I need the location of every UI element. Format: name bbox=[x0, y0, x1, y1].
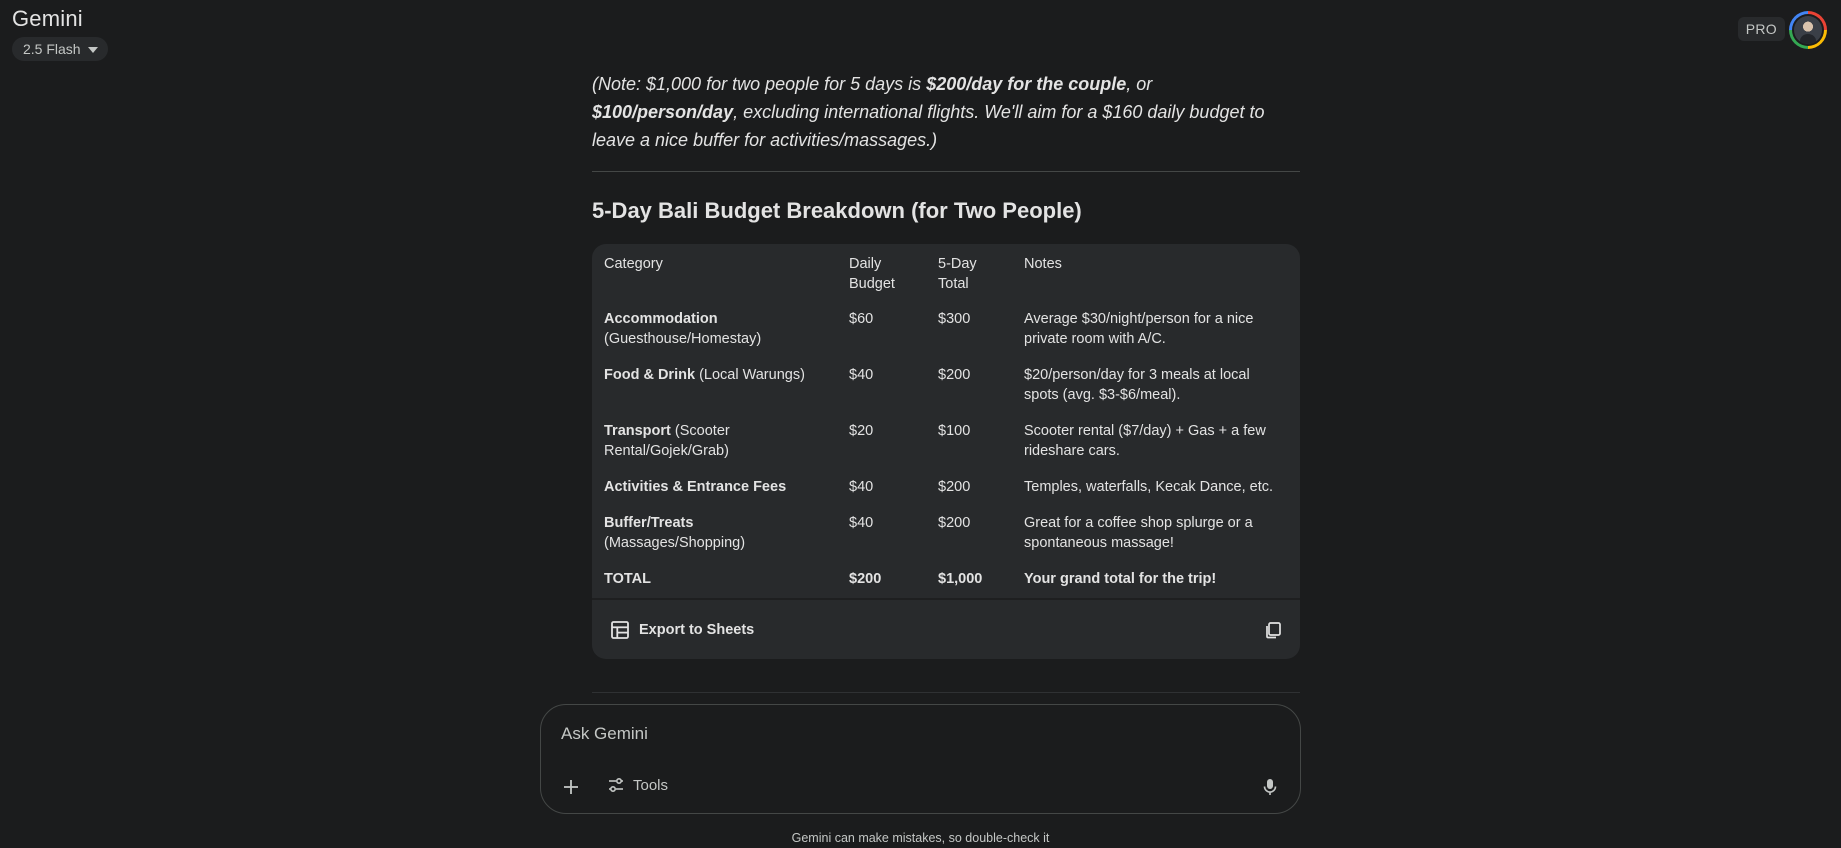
five-day-total: $1,000 bbox=[938, 571, 983, 587]
model-selector[interactable] bbox=[12, 37, 108, 61]
mic-icon bbox=[1262, 778, 1278, 796]
note-text-1: (Note: $1,000 for two people for 5 days is bbox=[592, 74, 927, 94]
disclaimer: Gemini can make mistakes, so double-check it bbox=[791, 831, 1050, 845]
tools-label: Tools bbox=[633, 776, 669, 794]
category-name: Transport bbox=[604, 423, 671, 439]
notes-cell: Scooter rental ($7/day) + Gas + a few rideshare cars. bbox=[1024, 423, 1266, 459]
plus-icon bbox=[562, 778, 580, 796]
note-bold-1: $200/day for the couple bbox=[926, 74, 1127, 94]
section-heading: 5-Day Bali Budget Breakdown (for Two People) bbox=[592, 198, 1082, 223]
table-row bbox=[592, 414, 1300, 470]
table-icon bbox=[610, 620, 630, 640]
app-title: Gemini bbox=[12, 6, 83, 31]
budget-note bbox=[592, 70, 1300, 154]
table-row bbox=[592, 506, 1300, 562]
copy-icon bbox=[1264, 621, 1282, 639]
avatar[interactable] bbox=[1789, 11, 1827, 49]
table-row bbox=[592, 358, 1300, 414]
column-header-five-day-total: 5-Day Total bbox=[938, 256, 977, 292]
category-detail: (Local Warungs) bbox=[699, 367, 805, 383]
column-header-category: Category bbox=[604, 256, 663, 272]
tune-icon bbox=[607, 776, 625, 794]
table-total-row bbox=[592, 562, 1300, 598]
copy-table-button[interactable] bbox=[1264, 621, 1282, 639]
category-cell bbox=[592, 470, 837, 506]
five-day-total-cell bbox=[926, 562, 1012, 598]
total-cell: $200 bbox=[938, 515, 971, 531]
divider bbox=[592, 171, 1300, 172]
category-cell bbox=[592, 414, 837, 470]
prompt-box bbox=[540, 704, 1301, 814]
avatar-ring bbox=[1792, 14, 1824, 46]
daily-budget-cell: $60 bbox=[849, 311, 874, 327]
table-row bbox=[592, 302, 1300, 358]
budget-table-card bbox=[592, 244, 1300, 659]
tools-button[interactable] bbox=[607, 776, 668, 794]
daily-budget-total: $200 bbox=[849, 571, 882, 587]
category-name: Accommodation bbox=[604, 311, 718, 327]
total-cell: $100 bbox=[938, 423, 971, 439]
microphone-button[interactable] bbox=[1258, 775, 1282, 799]
notes-cell: Average $30/night/person for a nice private room with A/C. bbox=[1024, 311, 1254, 347]
prompt-input[interactable] bbox=[561, 721, 1261, 747]
total-label: TOTAL bbox=[604, 571, 651, 587]
export-label: Export to Sheets bbox=[639, 621, 755, 638]
model-label: 2.5 Flash bbox=[23, 41, 81, 57]
category-cell bbox=[592, 358, 837, 414]
budget-table bbox=[592, 244, 1300, 598]
daily-budget-cell: $40 bbox=[849, 367, 874, 383]
table-row bbox=[592, 470, 1300, 506]
notes-cell: $20/person/day for 3 meals at local spots (avg. $3-$6/meal). bbox=[1024, 367, 1250, 403]
total-cell: $200 bbox=[938, 367, 971, 383]
total-cell: $300 bbox=[938, 311, 971, 327]
total-cell: $200 bbox=[938, 479, 971, 495]
notes-cell: Great for a coffee shop splurge or a spontaneous massage! bbox=[1024, 515, 1253, 551]
column-header-notes: Notes bbox=[1024, 256, 1062, 272]
daily-budget-cell: $40 bbox=[849, 479, 874, 495]
category-name: Activities & Entrance Fees bbox=[604, 479, 787, 495]
note-text-3: , excluding international flights. We'll aim for a $160 daily budget to leave a nice buffer for activities/massages.) bbox=[592, 102, 1265, 150]
category-cell bbox=[592, 506, 837, 562]
table-header-row bbox=[592, 244, 1300, 302]
daily-budget-cell: $20 bbox=[849, 423, 874, 439]
pro-badge[interactable]: PRO bbox=[1738, 17, 1785, 41]
daily-budget-total-cell bbox=[837, 562, 926, 598]
notes-cell: Temples, waterfalls, Kecak Dance, etc. bbox=[1024, 479, 1274, 495]
total-label-cell bbox=[592, 562, 837, 598]
note-bold-2: $100/person/day bbox=[592, 102, 734, 122]
total-notes: Your grand total for the trip! bbox=[1024, 571, 1217, 587]
caret-down-icon bbox=[88, 47, 98, 53]
category-detail: (Scooter Rental/Gojek/Grab) bbox=[604, 423, 730, 459]
total-notes-cell bbox=[1012, 562, 1300, 598]
add-attachment-button[interactable] bbox=[559, 775, 583, 799]
category-cell bbox=[592, 302, 837, 358]
column-header-daily-budget: Daily Budget bbox=[849, 256, 895, 292]
category-name: Buffer/Treats bbox=[604, 515, 694, 531]
chat-divider bbox=[592, 692, 1300, 693]
category-detail: (Guesthouse/Homestay) bbox=[604, 331, 762, 347]
daily-budget-cell: $40 bbox=[849, 515, 874, 531]
export-to-sheets-button[interactable] bbox=[610, 620, 754, 640]
note-text-2: , or bbox=[1126, 74, 1153, 94]
category-detail: (Massages/Shopping) bbox=[604, 535, 746, 551]
category-name: Food & Drink bbox=[604, 367, 696, 383]
table-footer bbox=[592, 600, 1300, 659]
avatar-photo bbox=[1794, 16, 1822, 44]
